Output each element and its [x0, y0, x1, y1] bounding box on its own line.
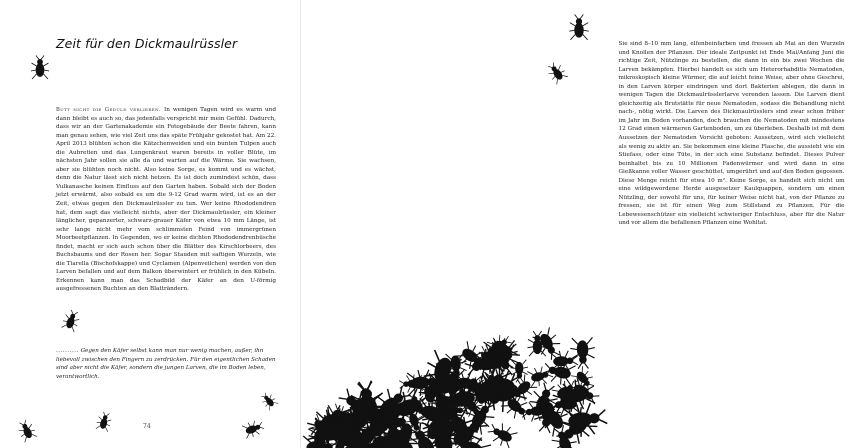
lead-phrase: Butt nicht die Geduld verlieren. [56, 107, 162, 113]
side-note [56, 347, 276, 381]
left-body-text [56, 106, 276, 294]
left-body-paragraph: In wenigen Tagen wird es warm und dann bleibt es auch so, das jedenfalls verspricht mir mein Gefühl. Dadurch, dass wir an der Gartenakademie ein Fotogebäude der Beete fahren, kann man genau sehen, wie viel Zeit uns das späte Frühjahr gekostet hat. Am 22. April 2013 blühten schon die Kätzchenweiden und ein bunten Tulpen auch die Aubretien und das Lungenkraut waren bereits in voller Blüte, im nächsten Jahr sollen sie alle da und warten auf die Wärme. Sie wachsen, aber sie blühten noch nicht. Also keine Sorge, es kommt und es wächst, denn die Natur lässt sich nicht hetzen. Es ist doch zumindest schön, dass Vulkanasche keinen Einfluss auf den Garten haben. Sobald sich der Boden jetzt erwärmt, also sobald es um die 9-12 Grad warm wird, ist es an der Zeit, etwas gegen den Dickmaulrüssler zu tun. Wer keine Rhododendren hat, dem sagt das vielleicht nichts, aber der Dickmaulrüssler, ein kleiner länglicher, gepanzerter, schwarz-grauer Käfer von etwa 10 mm Länge, ist sehr lange nicht mehr vom schlimmsten Feind von immergrünen Moorbeetpflanzen. In Gegenden, wo er keine dichten Rhododendrenbüsche findet, macht er sich auch schon über die Blätter des Kirschlorbeers, des Buchsbaums und der Rosen her. Sogar Stauden mit saftigen Wurzeln, wie die Tiarella (Bischofskappe) und Cyclamen (Alpenveilchen) werden von den Larven befallen und auf dem Balkon überwintert er frühlich in den Kübeln. Erkennen kann man das Schadbild der Käfer an den U-förmig ausgefressenen Buchten an den Blatträndern. [56, 107, 276, 293]
beetle-icon [30, 55, 50, 81]
beetle-icon [568, 14, 590, 42]
beetle-icon [570, 337, 596, 369]
page-number: 74 [143, 423, 151, 430]
note-text: Gegen den Käfer selbst kann man nur wenig machen, außer, ihn liebevoll zwischen den Fingern zu zerdrücken. Für den eigentlichen Schaden sind aber nicht die Käfer, sondern die jungen Larven, die im Boden leben, verantwortlich. [56, 348, 276, 380]
chapter-title: Zeit für den Dickmaulrüssler [56, 36, 238, 51]
beetle-swarm-illustration [300, 280, 600, 448]
right-body-text: Sie sind 8–10 mm lang, elfenbeinfarben und fressen ab Mai an den Wurzeln und Knollen der Pflanzen. Der ideale Zeitpunkt ist Ende Mai/Anfang Juni die richtige Zeit, Nützlinge zu bestellen, die dann in ein bis zwei Wochen die Larven bekämpfen. Hierbei handelt es sich um Heterorhabditis Nematoden, mikroskopisch kleine Würmer, die auf leicht feine Weise, aber ohne Geschrei, in den Larven körper eindringen und dort Bakterien ablegen, die dann in wenigen Tagen die Dickmaulrüsslerlarve verenden lassen. Die Larven dient gleichzeitig als Brutstätte für neue Nematoden, sodass die Behandlung nicht nach-, nötig wirkt. Die Larven des Dickmaulrüsslers sind zwar schon früher im Jahr im Boden vorhanden, doch brauchen die Nematoden mit mindestens 12 Grad einen wärmeren Gartenboden, um zu überleben. Deshalb ist mit dem Aussetzen der Nematoden Vorsicht geboten: Aussetzen, wird sich vielleicht als wenig zu aktiv an. Sie bekommen eine kleine Flasche, die aussieht wie ein Stiefass, oder eine Tüte, in der sich eine Substanz befindet. Dieses Pulver beinhaltet bis zu 10 Millionen Fadenwürmer und wird dann in eine Gießkanne voller Wasser geschüttet, umgerührt und auf den Boden gegossen. Diese Menge reicht für etwa 10 m². Keine Sorge, es handelt sich nicht um eine wildgewordene Herde ausgesetzer Kaulquappen, sondern um einen Nützling, der sowohl für uns, für keiner Weise nicht hat, von der Pflanze zu fressen, sie ist für einen Weg zum Stillstand zu Pflanzen. Für die Lebewesenschützer ein vielleicht schwieriger Entschluss, aber für die Natur und vor allem die befallenen Pflanzen eine Wohltat. [618, 41, 845, 227]
note-leader: .......... [56, 348, 79, 354]
beetle-icon [485, 419, 518, 448]
